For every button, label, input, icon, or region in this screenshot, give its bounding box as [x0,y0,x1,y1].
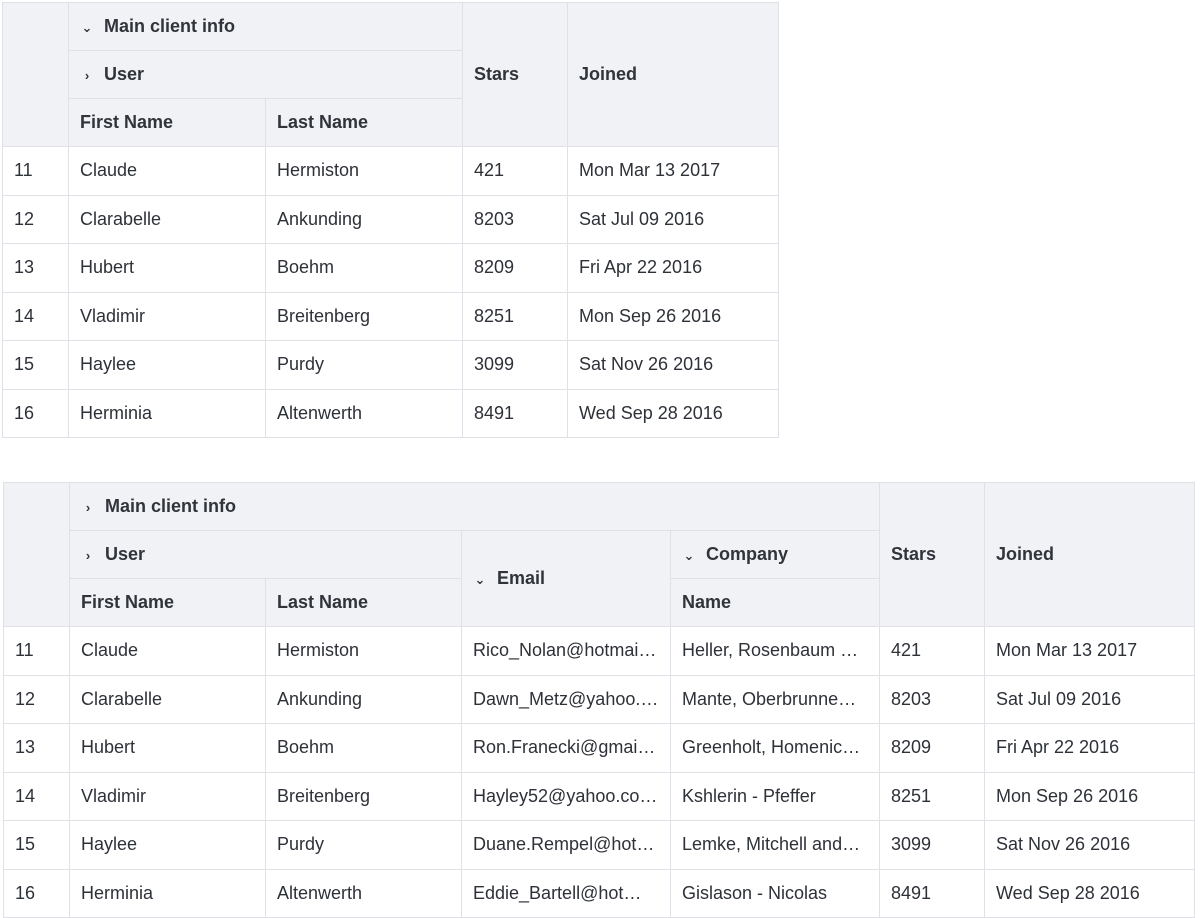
email-cell[interactable]: Duane.Rempel@hot… [462,821,671,870]
column-header-stars[interactable] [880,483,985,627]
group-header-label: Company [706,544,789,564]
column-header-label: First Name [81,592,175,612]
email-cell[interactable]: Dawn_Metz@yahoo.… [462,675,671,724]
last-name-cell[interactable]: Hermiston [266,627,462,676]
column-header-label: First Name [80,112,174,132]
column-header-last-name[interactable] [266,99,463,147]
row-number-cell: 14 [3,292,69,341]
last-name-cell[interactable]: Breitenberg [266,292,463,341]
table-row[interactable] [3,195,779,244]
group-header-label: Main client info [105,496,237,516]
joined-cell[interactable]: Fri Apr 22 2016 [568,244,779,293]
group-header-label: User [105,544,146,564]
first-name-cell[interactable]: Clarabelle [70,675,266,724]
stars-cell[interactable]: 8491 [880,869,985,918]
row-number-header [4,483,70,627]
last-name-cell[interactable]: Ankunding [266,675,462,724]
row-number-cell: 11 [4,627,70,676]
group-header-main-client-info[interactable] [70,483,880,531]
row-number-cell: 12 [4,675,70,724]
company-name-cell[interactable]: Kshlerin - Pfeffer [671,772,880,821]
table-row[interactable] [3,389,779,438]
table-row[interactable] [4,821,1195,870]
email-cell[interactable]: Rico_Nolan@hotmai… [462,627,671,676]
client-table-collapsed [3,482,1195,918]
table-row[interactable] [4,724,1195,773]
chevron-down-icon[interactable]: ⌄ [81,20,93,35]
first-name-cell[interactable]: Vladimir [69,292,266,341]
column-header-label: Last Name [277,592,369,612]
group-header-company[interactable] [671,531,880,579]
stars-cell[interactable]: 8209 [880,724,985,773]
last-name-cell[interactable]: Boehm [266,244,463,293]
joined-cell[interactable]: Sat Jul 09 2016 [568,195,779,244]
company-name-cell[interactable]: Lemke, Mitchell and… [671,821,880,870]
column-header-label: Last Name [277,112,369,132]
column-header-label: Name [682,592,732,612]
first-name-cell[interactable]: Clarabelle [69,195,266,244]
column-header-label: Stars [891,544,937,564]
row-number-cell: 11 [3,147,69,196]
last-name-cell[interactable]: Altenwerth [266,869,462,918]
last-name-cell[interactable]: Ankunding [266,195,463,244]
column-header-first-name[interactable] [70,579,266,627]
column-header-label: Stars [474,64,520,84]
joined-cell[interactable]: Fri Apr 22 2016 [985,724,1195,773]
last-name-cell[interactable]: Boehm [266,724,462,773]
stars-cell[interactable]: 8209 [463,244,568,293]
joined-cell[interactable]: Mon Sep 26 2016 [568,292,779,341]
first-name-cell[interactable]: Haylee [69,341,266,390]
first-name-cell[interactable]: Herminia [70,869,266,918]
joined-cell[interactable]: Sat Nov 26 2016 [985,821,1195,870]
row-number-cell: 14 [4,772,70,821]
group-header-user[interactable] [70,531,462,579]
first-name-cell[interactable]: Haylee [70,821,266,870]
row-number-cell: 15 [4,821,70,870]
email-cell[interactable]: Ron.Franecki@gmail… [462,724,671,773]
email-cell[interactable]: Hayley52@yahoo.co… [462,772,671,821]
client-table-expanded [2,2,779,438]
joined-cell[interactable]: Sat Nov 26 2016 [568,341,779,390]
stars-cell[interactable]: 8491 [463,389,568,438]
table-row[interactable] [4,675,1195,724]
joined-cell[interactable]: Wed Sep 28 2016 [985,869,1195,918]
stars-cell[interactable]: 421 [880,627,985,676]
table-row[interactable] [3,292,779,341]
chevron-right-icon[interactable]: › [85,500,91,515]
table-row[interactable] [4,869,1195,918]
chevron-down-icon[interactable]: ⌄ [474,572,486,587]
first-name-cell[interactable]: Vladimir [70,772,266,821]
chevron-down-icon[interactable]: ⌄ [683,548,695,563]
first-name-cell[interactable]: Claude [70,627,266,676]
row-number-cell: 15 [3,341,69,390]
company-name-cell[interactable]: Heller, Rosenbaum … [671,627,880,676]
joined-cell[interactable]: Sat Jul 09 2016 [985,675,1195,724]
chevron-right-icon[interactable]: › [84,68,90,83]
joined-cell[interactable]: Mon Mar 13 2017 [985,627,1195,676]
table-row[interactable] [3,147,779,196]
stars-cell[interactable]: 8203 [880,675,985,724]
column-header-joined[interactable] [568,3,779,147]
column-header-stars[interactable] [463,3,568,147]
stars-cell[interactable]: 8251 [463,292,568,341]
table-row[interactable] [4,772,1195,821]
first-name-cell[interactable]: Hubert [69,244,266,293]
column-header-label: Email [497,568,546,588]
stars-cell[interactable]: 8203 [463,195,568,244]
row-number-header [3,3,69,147]
first-name-cell[interactable]: Herminia [69,389,266,438]
row-number-cell: 12 [3,195,69,244]
column-header-joined[interactable] [985,483,1195,627]
row-number-cell: 16 [4,869,70,918]
column-header-label: Joined [579,64,638,84]
first-name-cell[interactable]: Claude [69,147,266,196]
last-name-cell[interactable]: Purdy [266,821,462,870]
table-row[interactable] [3,244,779,293]
stars-cell[interactable]: 421 [463,147,568,196]
row-number-cell: 13 [4,724,70,773]
joined-cell[interactable]: Mon Sep 26 2016 [985,772,1195,821]
last-name-cell[interactable]: Altenwerth [266,389,463,438]
row-number-cell: 13 [3,244,69,293]
stars-cell[interactable]: 3099 [880,821,985,870]
group-header-user[interactable] [69,51,463,99]
column-header-email[interactable] [462,531,671,627]
stars-cell[interactable]: 3099 [463,341,568,390]
column-header-last-name[interactable] [266,579,462,627]
first-name-cell[interactable]: Hubert [70,724,266,773]
last-name-cell[interactable]: Hermiston [266,147,463,196]
column-header-company-name[interactable] [671,579,880,627]
chevron-right-icon[interactable]: › [85,548,91,563]
company-name-cell[interactable]: Mante, Oberbrunne… [671,675,880,724]
group-header-label: User [104,64,145,84]
company-name-cell[interactable]: Greenholt, Homenic… [671,724,880,773]
joined-cell[interactable]: Wed Sep 28 2016 [568,389,779,438]
row-number-cell: 16 [3,389,69,438]
group-header-main-client-info[interactable] [69,3,463,51]
email-cell[interactable]: Eddie_Bartell@hot… [462,869,671,918]
last-name-cell[interactable]: Purdy [266,341,463,390]
table-row[interactable] [4,627,1195,676]
stars-cell[interactable]: 8251 [880,772,985,821]
joined-cell[interactable]: Mon Mar 13 2017 [568,147,779,196]
group-header-label: Main client info [104,16,236,36]
company-name-cell[interactable]: Gislason - Nicolas [671,869,880,918]
column-header-first-name[interactable] [69,99,266,147]
last-name-cell[interactable]: Breitenberg [266,772,462,821]
column-header-label: Joined [996,544,1055,564]
table-row[interactable] [3,341,779,390]
